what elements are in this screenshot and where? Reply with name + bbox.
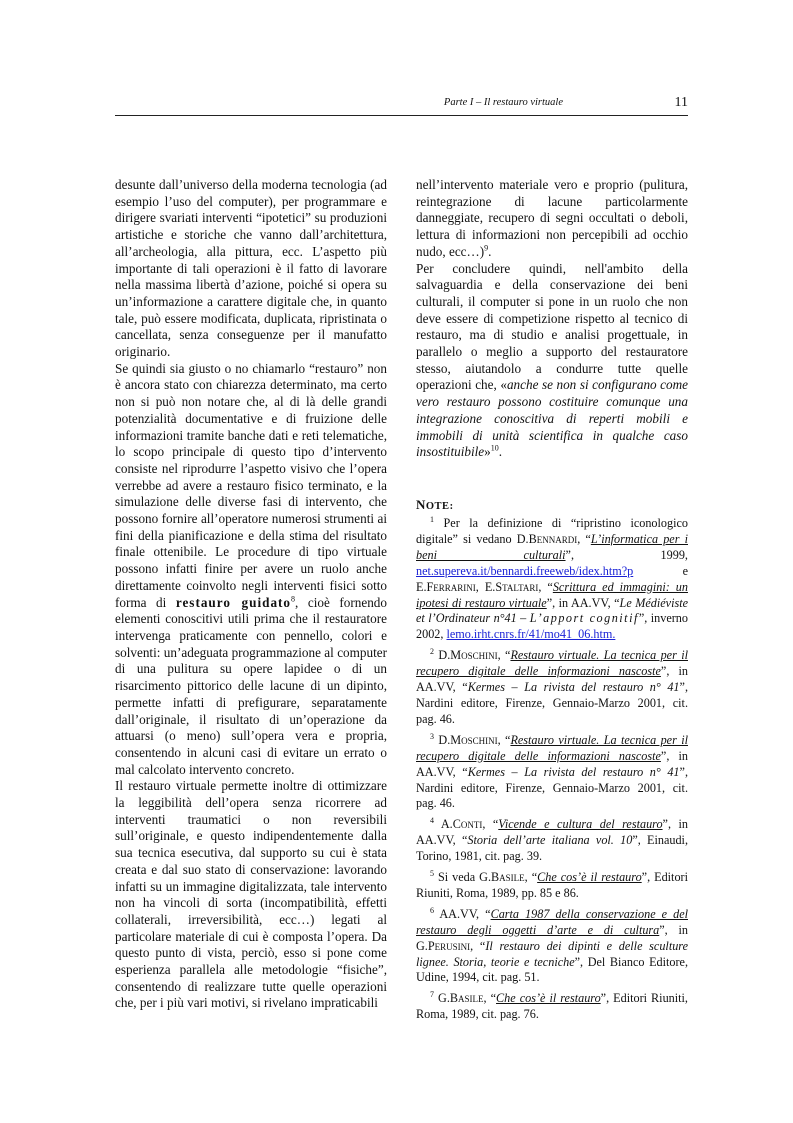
- body-paragraph: nell’intervento materiale vero e proprio (pulitura, reintegrazione di lacune particolarmente danneggiate, recupero di segni occultati o deboli, lettura di informazioni non percepibili ad occhio nudo, ecc…)$^9$.: [416, 177, 688, 259]
- right-column: [416, 177, 688, 461]
- restauro-guidato-term: restauro guidato: [175, 594, 292, 610]
- page-number: 11: [674, 95, 688, 110]
- body-paragraph: Se quindi sia giusto o no chiamarlo “restauro” non è ancora stato con chiarezza determinato, ma certo non si può non notare che, al di là delle grandi potenzialità documentative e di fruizione delle informazioni tramite banche dati e reti telematiche, lo scopo principale di questo tipo d’intervento consiste nel riprodurre l’aspetto visivo che l’opera verrebbe ad avere a restauro fisico terminato, e la simulazione delle diverse fasi di intervento, che possono fornire all’operatore numerosi strumenti ai fini della pianificazione e della stima del risultato finale ottenibile. Le procedure di tipo virtuale possono infatti finire per avere un ruolo anche direttamente coinvolto negli interventi fisici sotto forma di restauro guidato$^8$, cioè fornendo elementi conoscitivi utili prima che il restauratore intervenga praticamente con pennello, colori e solventi: un’adeguata programmazione al computer di una pulitura su opere lapidee o di un risarcimento pittorico delle lacune di un dipinto, permette infatti di prefigurare, separatamente dall’originale, il risultato di un’operazione da attuarsi (o meno) sull’opera vera e propria, consentendo in alcuni casi di evitare un errato o mal calcolato intervento concreto.: [115, 360, 387, 777]
- body-paragraph: Il restauro virtuale permette inoltre di ottimizzare la leggibilità dell’opera senza ricorrere ad interventi traumatici o non reversibili sull’originale, e questo indipendentemente dalla sua tecnica esecutiva, dal supporto su cui è stata creata e dal suo stato di conservazione: lavorando infatti su un immagine digitalizzata, tale intervento non ha vincoli di sorta (incompatibilità, effetti collaterali, irreversibilità, ecc…) legati al particolare materiale di cui è composta l’opera. Da questo punto di vista, perciò, esso si pone come esperienza parallela alle metodologie “fisiche”, consentendo di realizzare tutte quelle operazioni che, per i più vari motivi, si rivelano impraticabili: [115, 778, 387, 1011]
- notes-heading: NOTE:: [416, 497, 454, 512]
- footnote: $^5$ Si veda G.Basile, “Che cos’è il restauro”, Editori Riuniti, Roma, 1989, pp. 85 e 86.: [416, 868, 688, 900]
- quoted-passage: anche se non si configurano come vero restauro possono costituire comunque una integrazione conoscitiva di reperti mobili e immobili di unità scientifica in qualche caso insostituibile: [416, 377, 688, 460]
- footnote-link[interactable]: lemo.irht.cnrs.fr/41/mo41_06.htm.: [446, 627, 616, 642]
- footnote-ref: 9: [484, 243, 489, 253]
- footnote: $^3$ D.Moschini, “Restauro virtuale. La tecnica per il recupero digitale delle informazioni nascoste”, in AA.VV, “Kermes – La rivista del restauro n° 41”, Nardini editore, Firenze, Gennaio-Marzo 2001, cit. pag. 46.: [416, 731, 688, 811]
- footnote: $^1$ Per la definizione di “ripristino iconologico digitale” si vedano D.Bennardi, “L’informatica per i beni culturali”, 1999, net.supereva.it/bennardi.freeweb/idex.htm?p e E.Ferrarini, E.Staltari, “Scrittura ed immagini: un ipotesi di restauro virtuale”, in AA.VV, “Le Médiéviste et l’Ordinateur n°41 – L’apport cognitif”, inverno 2002, lemo.irht.cnrs.fr/41/mo41_06.htm.: [416, 514, 688, 642]
- left-column: [115, 177, 387, 1012]
- footnote: $^7$ G.Basile, “Che cos’è il restauro”, Editori Riuniti, Roma, 1989, cit. pag. 76.: [416, 990, 688, 1022]
- footnote: $^4$ A.Conti, “Vicende e cultura del restauro”, in AA.VV, “Storia dell’arte italiana vol. 10”, Einaudi, Torino, 1981, cit. pag. 39.: [416, 816, 688, 864]
- body-paragraph: Per concludere quindi, nell'ambito della salvaguardia e della conservazione dei beni culturali, il computer si pone in un ruolo che non deve essere di competizione rispetto al tecnico di restauro, ma di studio e analisi progettuale, in parallelo o meglio a supporto del restauratore stesso, aiutandolo a condurre tutte quelle operazioni che, «anche se non si configurano come vero restauro possono costituire comunque una integrazione conoscitiva di reperti mobili e immobili di unità scientifica in qualche caso insostituibile»$^{10}$.: [416, 260, 688, 460]
- body-paragraph: desunte dall’universo della moderna tecnologia (ad esempio l’uso del computer), per programmare e dirigere svariati interventi “ipotetici” su produzioni artistiche e storiche che vanno dall’architettura, all’archeologia, alla pittura, ecc. L’aspetto più importante di tali operazioni è il fatto di lavorare nella massima libertà d’azione, poiché si opera su un’informazione a carattere digitale che, in quanto tale, può essere modificata, duplicata, ripristinata o cancellata, senza conseguenze per il manufatto originario.: [115, 177, 387, 360]
- footnote-ref: 10: [490, 443, 499, 453]
- footnote-ref: 8: [291, 594, 296, 604]
- running-title: Parte I – Il restauro virtuale: [443, 97, 563, 108]
- footnote: $^2$ D.Moschini, “Restauro virtuale. La tecnica per il recupero digitale delle informazioni nascoste”, in AA.VV, “Kermes – La rivista del restauro n° 41”, Nardini editore, Firenze, Gennaio-Marzo 2001, cit. pag. 46.: [416, 647, 688, 726]
- page-header: [115, 95, 688, 116]
- footnote-link[interactable]: net.supereva.it/bennardi.freeweb/idex.htm?p: [416, 563, 634, 578]
- footnotes: [416, 516, 688, 1028]
- footnote: $^6$ AA.VV, “Carta 1987 della conservazione e del restauro degli oggetti d’arte e di cultura”, in G.Perusini, “Il restauro dei dipinti e delle sculture lignee. Storia, teorie e tecniche”, Del Bianco Editore, Udine, 1994, cit. pag. 51.: [416, 905, 689, 985]
